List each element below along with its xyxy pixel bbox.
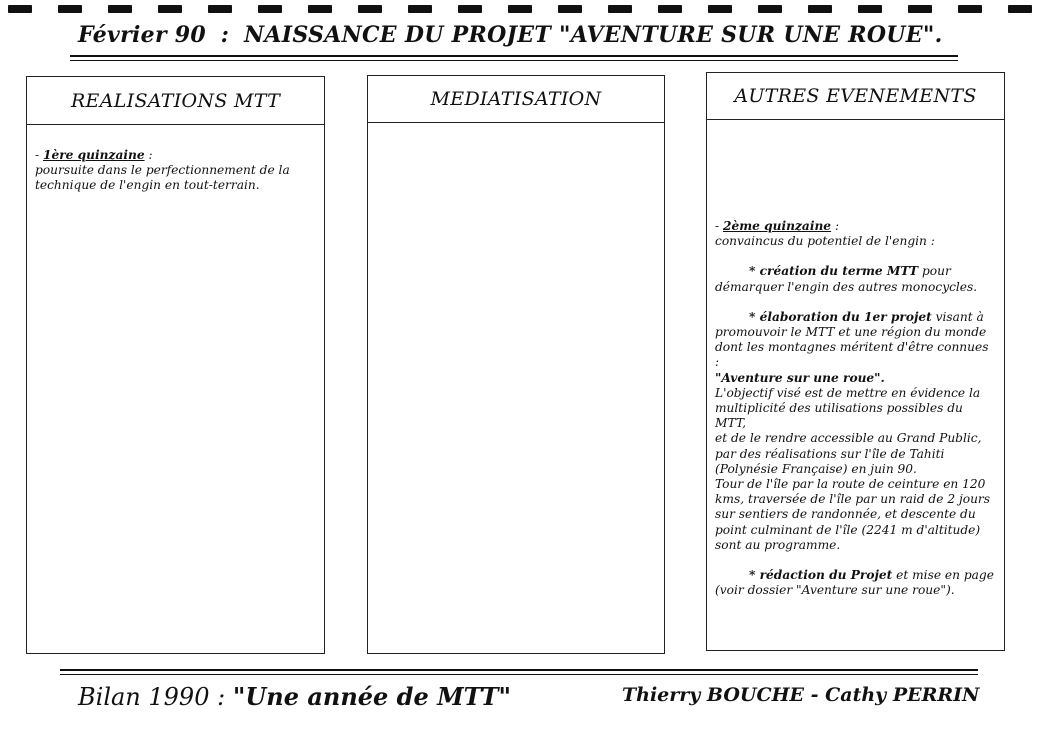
intro-line: convaincus du potentiel de l'engin : <box>715 234 935 249</box>
colon: : <box>144 148 153 162</box>
item-line: sont au programme. <box>715 537 841 552</box>
binding-hole <box>708 5 732 13</box>
binding-hole <box>808 5 832 13</box>
page-date: Février 90 <box>78 22 207 48</box>
item-title: * rédaction du Projet <box>749 568 893 583</box>
item-line: promouvoir le MTT et une région du monde <box>715 325 987 340</box>
header-rule-thin <box>70 60 958 61</box>
footer-bilan <box>78 682 511 711</box>
item-line: Tour de l'île par la route de ceinture en 120 <box>715 477 986 492</box>
binding-hole <box>508 5 532 13</box>
panel-autres <box>706 72 1005 651</box>
binding-hole <box>208 5 232 13</box>
binding-hole <box>558 5 582 13</box>
binding-hole <box>458 5 482 13</box>
binding-hole <box>358 5 382 13</box>
body-line: poursuite dans le perfectionnement de la <box>35 163 290 178</box>
item-line: L'objectif visé est de mettre en évidence la <box>715 385 981 400</box>
item-line: dont les montagnes méritent d'être connues : <box>715 340 989 370</box>
bilan-label: Bilan 1990 : <box>78 683 233 711</box>
binding-hole <box>1008 5 1032 13</box>
realisations-body <box>35 148 316 194</box>
spiral-binding <box>0 0 1050 16</box>
footer-authors: Thierry BOUCHE - Cathy PERRIN <box>622 684 980 706</box>
item-line: multiplicité des utilisations possibles du MTT, <box>715 401 963 431</box>
footer-rule <box>60 669 978 671</box>
subheading: 2ème quinzaine <box>723 219 832 233</box>
binding-hole <box>258 5 282 13</box>
panel-realisations <box>26 76 325 654</box>
autres-body <box>715 219 996 598</box>
binding-hole <box>58 5 82 13</box>
item-line: et de le rendre accessible au Grand Public, <box>715 431 982 446</box>
binding-hole <box>908 5 932 13</box>
panel-heading <box>707 73 1004 120</box>
title-separator: : <box>220 22 230 48</box>
binding-hole <box>758 5 782 13</box>
autres-heading: AUTRES EVENEMENTS <box>734 85 977 107</box>
item-line: (voir dossier "Aventure sur une roue"). <box>715 583 955 598</box>
binding-hole <box>408 5 432 13</box>
header-rule <box>70 55 958 57</box>
realisations-heading: REALISATIONS MTT <box>70 89 281 112</box>
subheading: 1ère quinzaine <box>43 148 145 162</box>
item-title: * élaboration du 1er projet <box>749 309 932 324</box>
item-line: point culminant de l'île (2241 m d'altitude) <box>715 522 981 537</box>
body-line: technique de l'engin en tout-terrain. <box>35 178 260 193</box>
binding-hole <box>308 5 332 13</box>
bilan-title: "Une année de MTT" <box>232 682 512 711</box>
panel-heading <box>368 76 664 123</box>
panel-mediatisation <box>367 75 665 654</box>
item-text: et mise en page <box>892 568 994 583</box>
project-name: "Aventure sur une roue". <box>715 370 885 385</box>
binding-hole <box>158 5 182 13</box>
bullet-dash: - <box>35 148 43 162</box>
mediatisation-heading: MEDIATISATION <box>430 88 602 110</box>
page-title <box>78 22 943 48</box>
item-line: (Polynésie Française) en juin 90. <box>715 461 917 476</box>
item-text: pour <box>918 264 951 279</box>
item-line: par des réalisations sur l'île de Tahiti <box>715 446 945 461</box>
item-line: démarquer l'engin des autres monocycles. <box>715 279 978 294</box>
footer-rule-thin <box>60 674 978 675</box>
binding-hole <box>858 5 882 13</box>
panel-heading <box>27 77 324 125</box>
binding-hole <box>958 5 982 13</box>
bullet-dash: - <box>715 219 723 233</box>
binding-hole <box>658 5 682 13</box>
page-heading: NAISSANCE DU PROJET "AVENTURE SUR UNE ROUE". <box>243 22 943 48</box>
item-line: sur sentiers de randonnée, et descente du <box>715 507 976 522</box>
item-title: * création du terme MTT <box>749 264 919 279</box>
binding-hole <box>608 5 632 13</box>
binding-hole <box>108 5 132 13</box>
item-line: kms, traversée de l'île par un raid de 2 jours <box>715 492 990 507</box>
colon: : <box>831 219 840 233</box>
binding-hole <box>8 5 32 13</box>
item-text: visant à <box>931 309 984 324</box>
